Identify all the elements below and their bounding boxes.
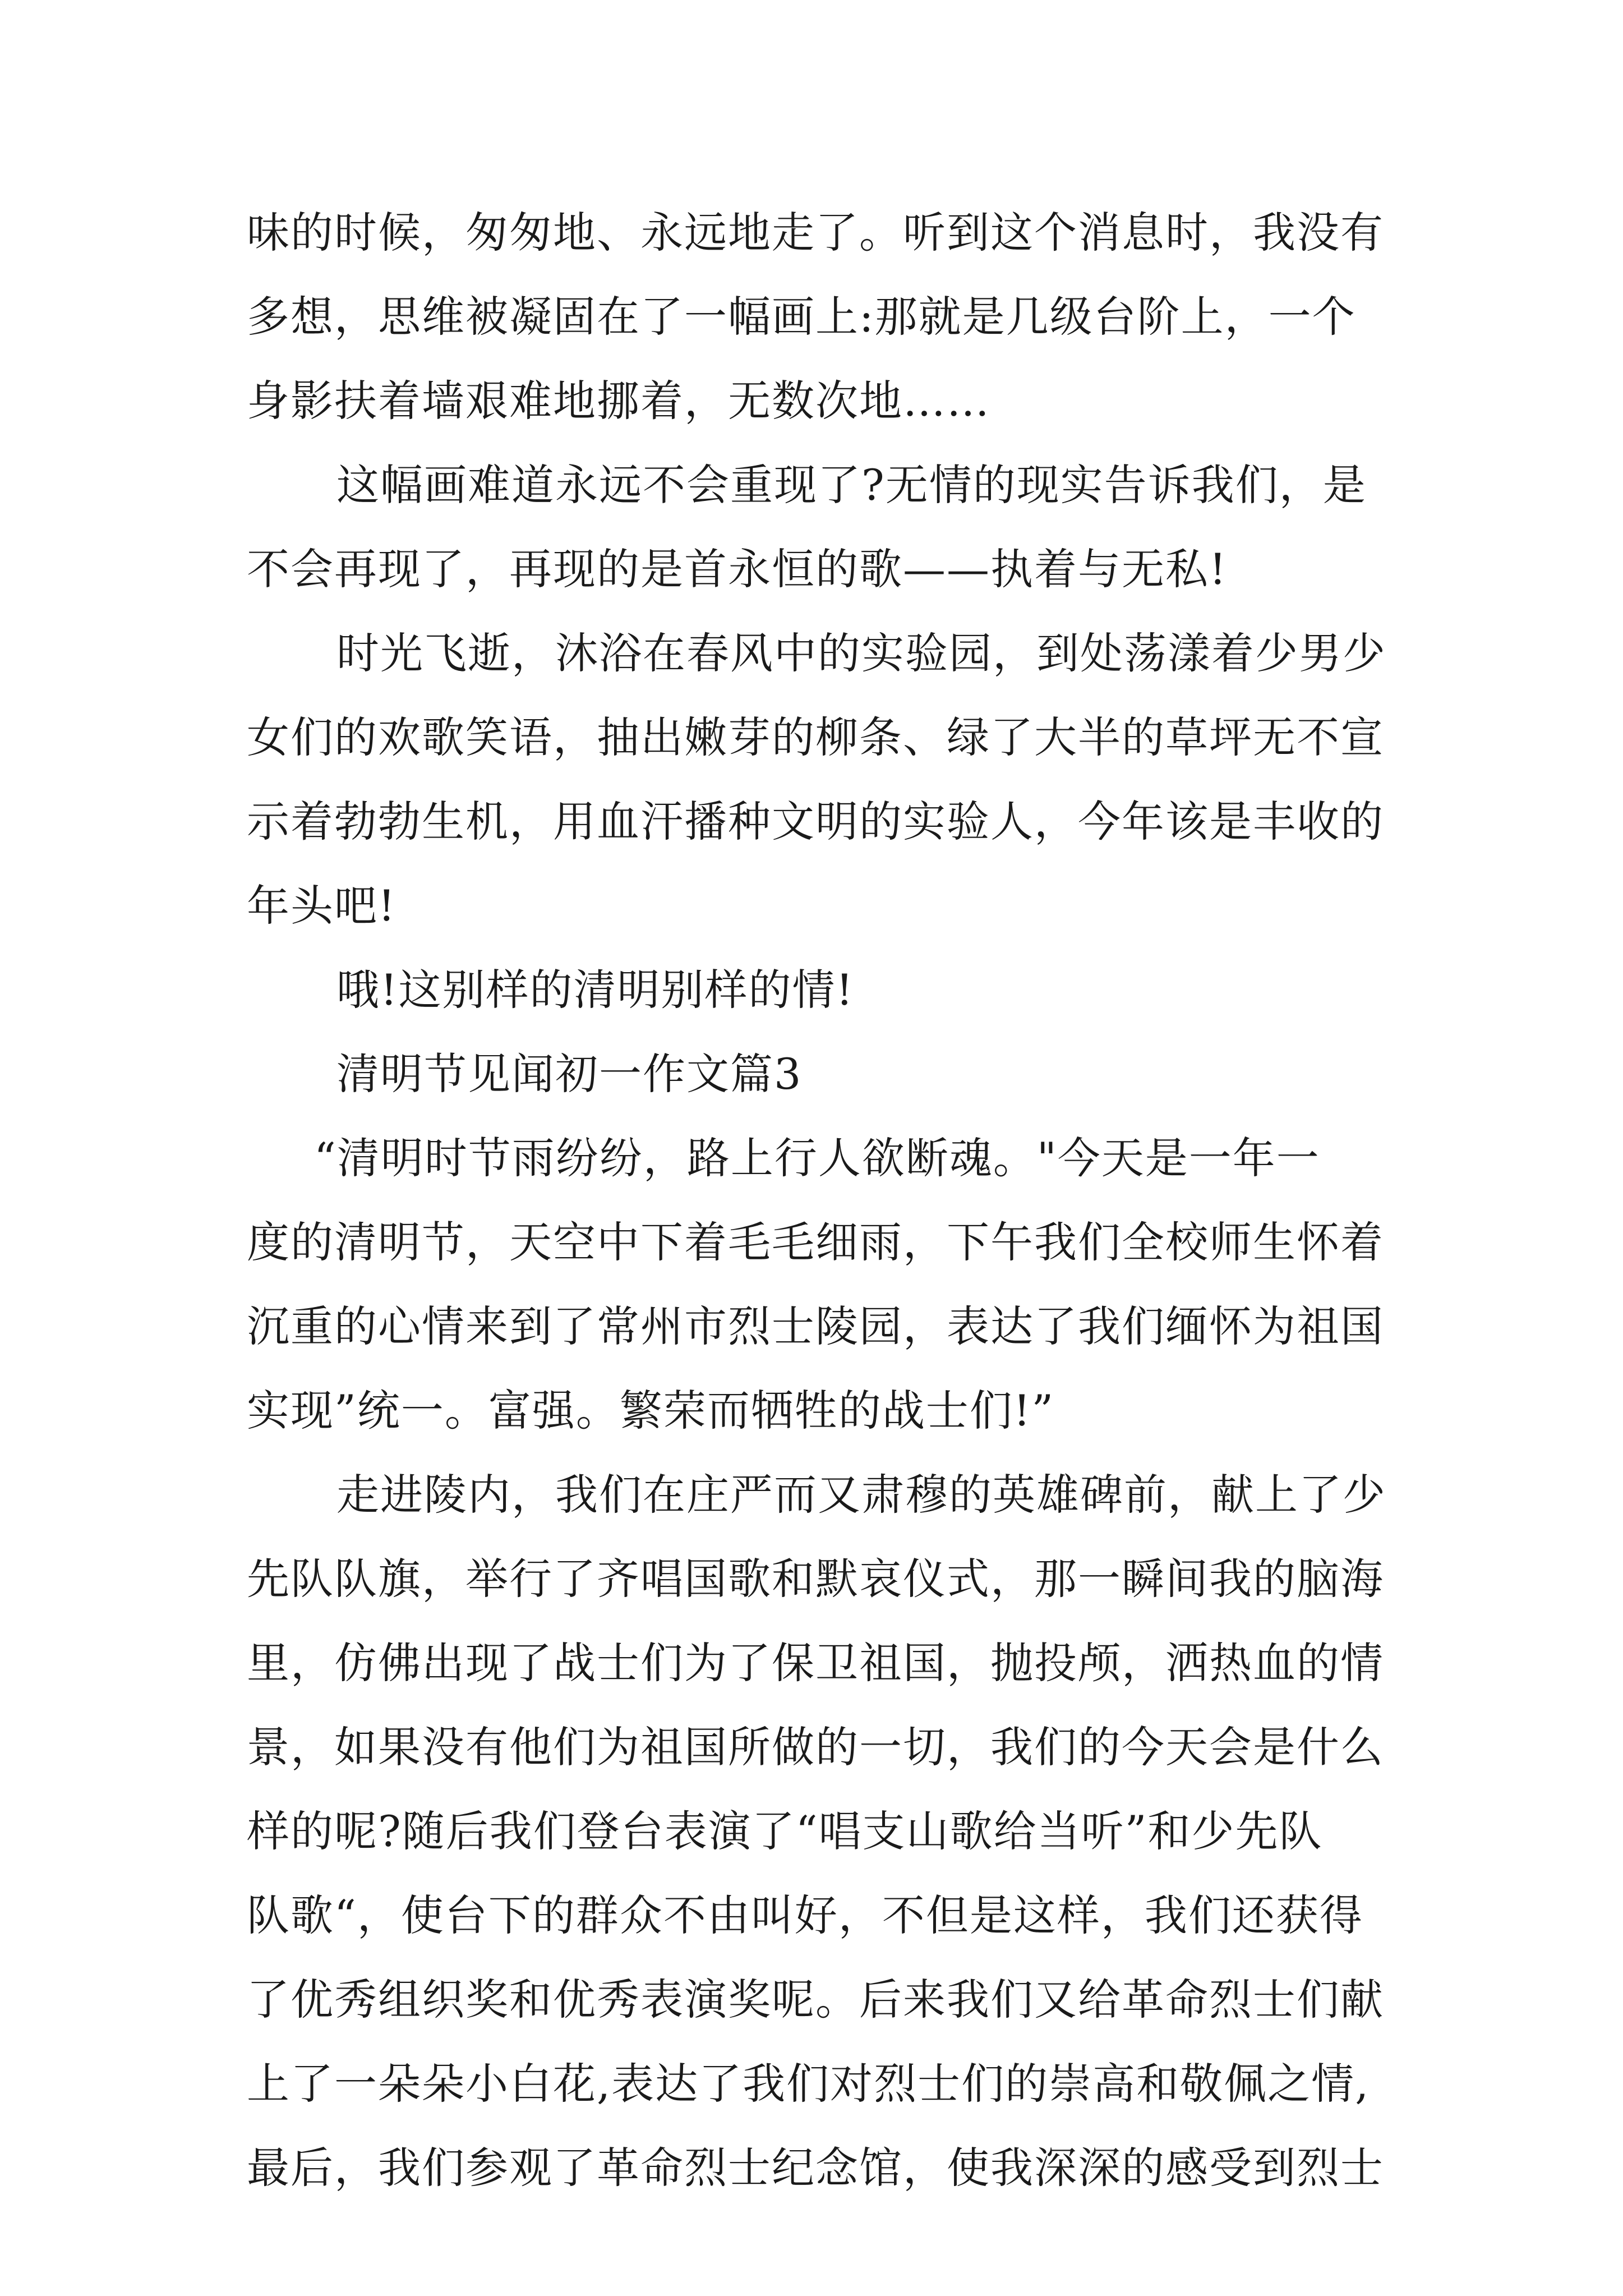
paragraph-start-line: 这幅画难道永远不会重现了?无情的现实告诉我们，是 <box>336 460 1367 510</box>
paragraph-start-line: 走进陵内，我们在庄严而又肃穆的英雄碑前，献上了少 <box>336 1470 1386 1520</box>
text-line: 身影扶着墙艰难地挪着，无数次地…… <box>247 376 990 426</box>
text-line: 队歌“，使台下的群众不由叫好，不但是这样，我们还获得 <box>247 1890 1363 1940</box>
text-line: 味的时候，匆匆地、永远地走了。听到这个消息时，我没有 <box>247 208 1384 257</box>
text-line: 年头吧! <box>247 881 396 931</box>
paragraph-start-line: “清明时节雨纷纷，路上行人欲断魂。"今天是一年一 <box>314 1133 1320 1183</box>
text-line: 景，如果没有他们为祖国所做的一切，我们的今天会是什么 <box>247 1722 1384 1772</box>
text-line: 多想，思维被凝固在了一幅画上:那就是几级台阶上，一个 <box>247 292 1356 342</box>
text-line: 实现”统一。富强。繁荣而牺牲的战士们!” <box>247 1386 1055 1435</box>
text-line: 里，仿佛出现了战士们为了保卫祖国，抛投颅，洒热血的情 <box>247 1638 1384 1688</box>
text-line: 不会再现了，再现的是首永恒的歌——执着与无私! <box>247 544 1228 594</box>
paragraph-start-line: 时光飞逝，沐浴在春风中的实验园，到处荡漾着少男少 <box>336 628 1386 678</box>
text-line: 最后，我们参观了革命烈士纪念馆，使我深深的感受到烈士 <box>247 2143 1384 2193</box>
paragraph-start-line: 哦!这别样的清明别样的情! <box>336 965 855 1015</box>
text-line: 样的呢?随后我们登台表演了“唱支山歌给当听”和少先队 <box>247 1806 1323 1856</box>
text-line: 沉重的心情来到了常州市烈士陵园，表达了我们缅怀为祖国 <box>247 1301 1384 1351</box>
text-line: 先队队旗，举行了齐唱国歌和默哀仪式，那一瞬间我的脑海 <box>247 1554 1384 1604</box>
text-line: 示着勃勃生机，用血汗播种文明的实验人，今年该是丰收的 <box>247 797 1384 846</box>
text-line: 女们的欢歌笑语，抽出嫩芽的柳条、绿了大半的草坪无不宣 <box>247 712 1384 762</box>
text-line: 上了一朵朵小白花,表达了我们对烈士们的崇高和敬佩之情, <box>247 2059 1370 2109</box>
text-line: 度的清明节，天空中下着毛毛细雨，下午我们全校师生怀着 <box>247 1217 1384 1267</box>
text-line: 了优秀组织奖和优秀表演奖呢。后来我们又给革命烈士们献 <box>247 1975 1384 2024</box>
section-heading: 清明节见闻初一作文篇3 <box>336 1049 803 1099</box>
